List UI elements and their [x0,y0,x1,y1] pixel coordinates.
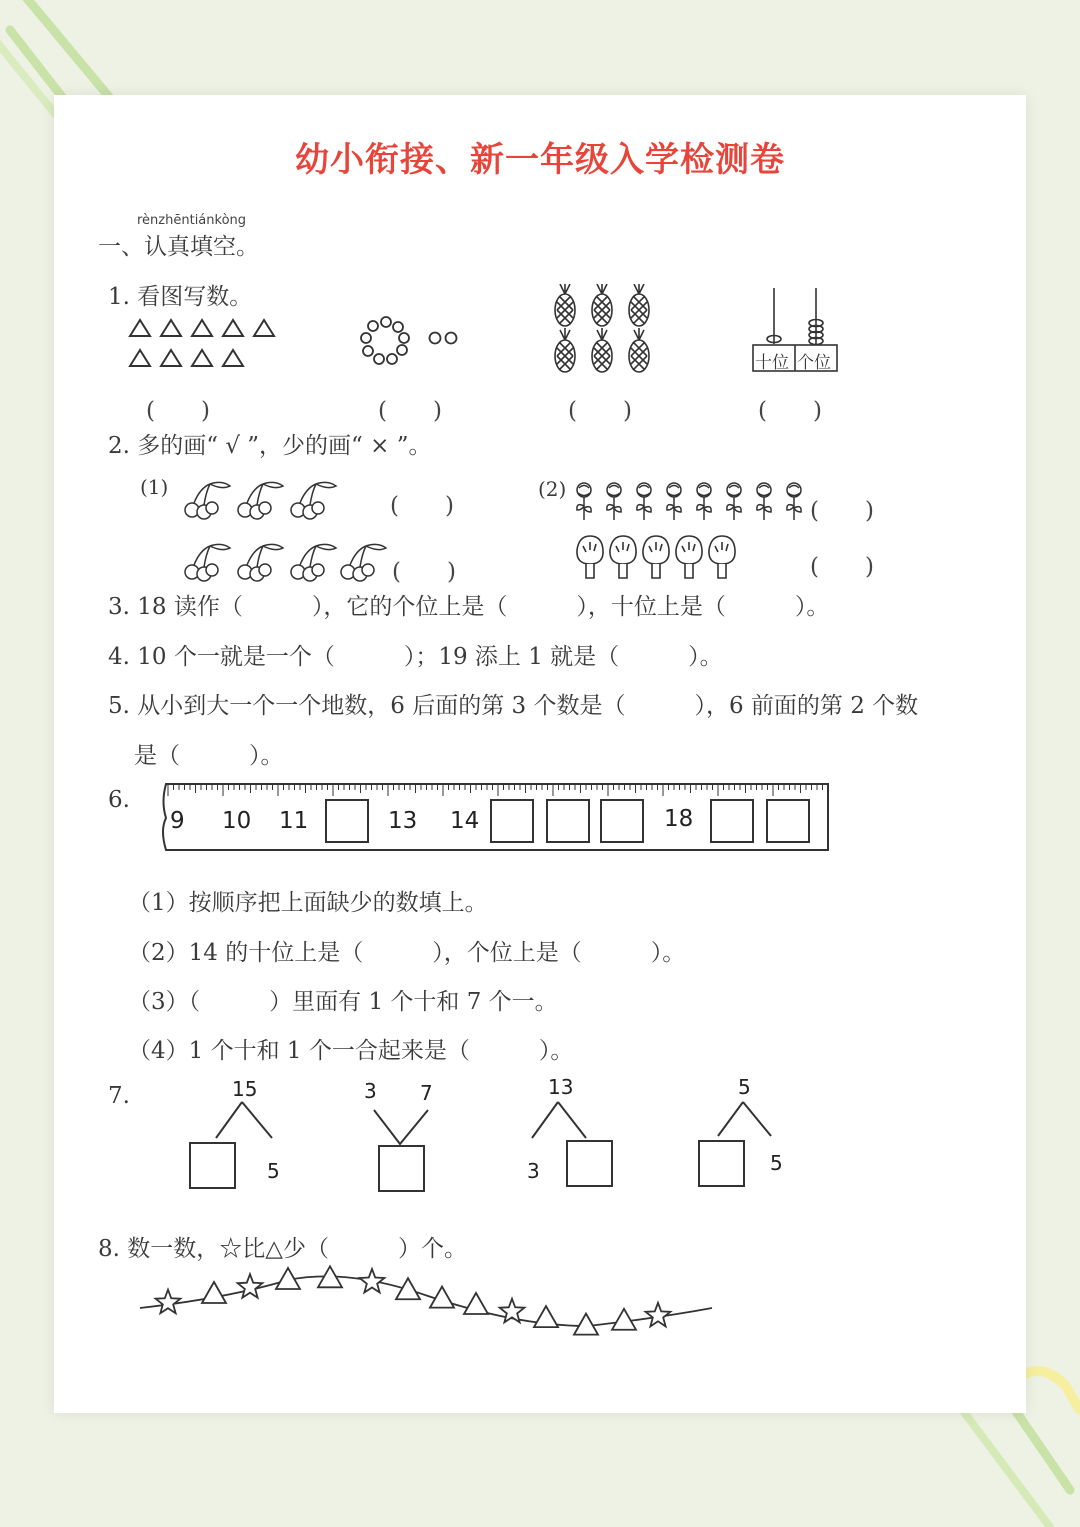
triangle-icon [396,1278,420,1299]
ruler-number-14: 14 [450,808,480,834]
q1-answer-blank-circles[interactable]: ( ) [378,398,442,424]
ruler-blank-box-17[interactable] [601,800,643,842]
number-ruler [158,780,834,856]
q2-label: 2. 多的画“ √ ”，少的画“ × ”。 [108,433,432,459]
triangle-icon [534,1306,558,1327]
circles-icon-group [358,316,468,372]
bond2-right: 7 [420,1081,433,1105]
ruler-number-10: 10 [222,808,252,834]
ruler-number-9: 9 [170,808,185,834]
bond4-top: 5 [738,1075,751,1099]
abacus-tens-label: 十位 [755,353,789,373]
q1-answer-blank-triangles[interactable]: ( ) [146,398,210,424]
star-icon [646,1303,671,1327]
triangles-icon-group [125,318,285,373]
ruler-blank-box-16[interactable] [547,800,589,842]
bond1-top: 15 [232,1077,258,1101]
cherries-icon-group [180,474,400,586]
section-heading: 一、认真填空。 [98,234,259,260]
abacus-ones-label: 个位 [797,353,831,373]
bond1-right: 5 [267,1159,280,1183]
q6-sub2: （2）14 的十位上是（ ），个位上是（ ）。 [128,940,686,966]
q8-text: 8. 数一数，☆比△少（ ）个。 [98,1236,467,1262]
bond3-top: 13 [548,1075,574,1099]
q1-answer-blank-pineapples[interactable]: ( ) [568,398,632,424]
star-icon [156,1290,181,1314]
ruler-blank-box-20[interactable] [767,800,809,842]
q7-label: 7. [108,1083,130,1109]
ruler-number-11: 11 [279,808,309,834]
triangle-icon [612,1309,636,1330]
q2-blank-trees[interactable]: ( ) [810,554,874,580]
star-icon [238,1274,263,1298]
pineapples-icon-group [548,284,658,378]
q2-blank-cherries-row2[interactable]: ( ) [392,559,456,585]
q6-sub4: （4）1 个十和 1 个一合起来是（ ）。 [128,1038,574,1064]
trees-icon-group [572,534,744,582]
q2-blank-cherries-row1[interactable]: ( ) [390,493,454,519]
ruler-blank-box-15[interactable] [491,800,533,842]
star-triangle-string [138,1258,718,1340]
q2-blank-flowers[interactable]: ( ) [810,498,874,524]
worksheet-title: 幼小衔接、新一年级入学检测卷 [295,140,785,180]
q1-answer-blank-abacus[interactable]: ( ) [758,398,822,424]
q5-line1: 5. 从小到大一个一个地数，6 后面的第 3 个数是（ ），6 前面的第 2 个数 [108,693,919,719]
ruler-number-18: 18 [664,806,694,832]
q3-text: 3. 18 读作（ ），它的个位上是（ ），十位上是（ ）。 [108,594,830,620]
bond2-left: 3 [364,1079,377,1103]
q6-sub3: （3）（ ）里面有 1 个十和 7 个一。 [128,989,558,1015]
ruler-number-13: 13 [388,808,418,834]
q1-label: 1. 看图写数。 [108,284,253,310]
ruler-blank-box-12[interactable] [326,800,368,842]
section-pinyin: rènzhēntiánkòng [137,213,247,228]
triangle-icon [202,1282,226,1303]
q5-line2: 是（ ）。 [134,743,284,769]
flowers-icon-group [570,480,820,526]
ruler-blank-box-19[interactable] [711,800,753,842]
q6-sub1: （1）按顺序把上面缺少的数填上。 [128,890,488,916]
q4-text: 4. 10 个一就是一个（ ）；19 添上 1 就是（ ）。 [108,644,723,670]
bond4-right: 5 [770,1151,783,1175]
number-bonds [180,1070,800,1200]
triangle-icon [574,1314,598,1335]
q2-part2-label: (2) [538,477,567,501]
q2-part1-label: (1) [140,475,169,499]
q6-label: 6. [108,787,130,813]
bond3-left: 3 [527,1159,540,1183]
triangle-icon [464,1293,488,1314]
star-icon [360,1269,385,1293]
